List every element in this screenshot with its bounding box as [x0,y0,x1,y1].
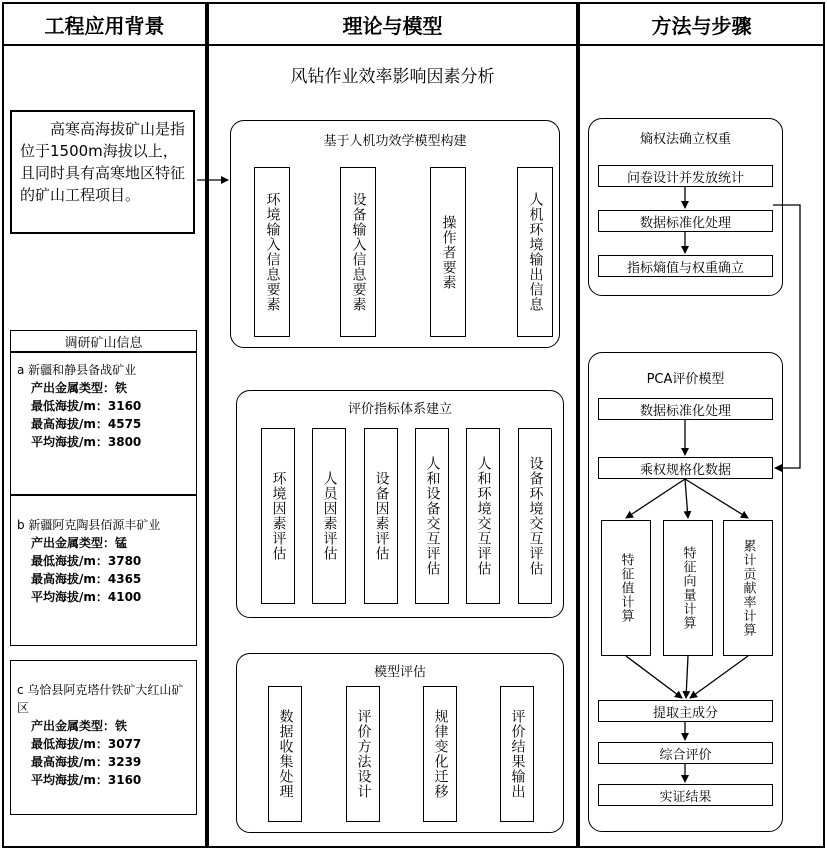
pca-step-extract: 提取主成分 [598,700,773,722]
pca-branch-contribution: 累计贡献率计算 [723,520,773,656]
mine-min-alt: 最低海拔/m：3780 [31,554,142,568]
mine-metal: 产出金属类型：铁 [31,381,128,395]
mine-max-alt: 最高海拔/m：4365 [31,572,142,586]
pca-step-weighted: 乘权规格化数据 [598,457,773,479]
middle-main-title: 风钻作业效率影响因素分析 [290,67,495,87]
mine-max-alt: 最高海拔/m：3239 [31,755,142,769]
pca-branch-eigenvalue: 特征值计算 [601,520,651,656]
indicator-title: 评价指标体系建立 [347,402,452,417]
mine-name: c 乌恰县阿克塔什铁矿大红山矿区 [17,683,184,715]
ergonomics-item: 人机环境输出信息 [517,167,553,337]
indicator-item: 人和环境交互评估 [466,428,500,604]
mine-metal: 产出金属类型：铁 [31,719,128,733]
pca-title: PCA评价模型 [646,372,725,387]
model-eval-item: 评价结果输出 [500,686,534,822]
indicator-item: 设备因素评估 [364,428,398,604]
entropy-title: 熵权法确立权重 [639,132,731,147]
indicator-item: 设备环境交互评估 [518,428,552,604]
mine-avg-alt: 平均海拔/m：3800 [31,435,142,449]
model-eval-item: 评价方法设计 [346,686,380,822]
entropy-step-weight: 指标熵值与权重确立 [598,255,773,277]
method-header: 方法与步骤 [578,2,825,46]
indicator-item: 人和设备交互评估 [415,428,449,604]
background-header: 工程应用背景 [2,2,207,46]
mine-min-alt: 最低海拔/m：3160 [31,399,142,413]
mine-name: a 新疆和静县备战矿业 [17,363,137,377]
pca-branch-eigenvector: 特征向量计算 [663,520,713,656]
ergonomics-item: 设备输入信息要素 [340,167,376,337]
intro-text: 高寒高海拔矿山是指位于1500m海拔以上，且同时具有高寒地区特征的矿山工程项目。 [20,120,186,204]
pca-step-result: 实证结果 [598,784,773,806]
model-eval-item: 规律变化迁移 [423,686,457,822]
mine-avg-alt: 平均海拔/m：3160 [31,773,142,787]
ergonomics-item: 环境输入信息要素 [254,167,290,337]
entropy-step-survey: 问卷设计并发放统计 [598,165,773,187]
model-eval-item: 数据收集处理 [268,686,302,822]
mine-min-alt: 最低海拔/m：3077 [31,737,142,751]
mine-name: b 新疆阿克陶县佰源丰矿业 [17,518,161,532]
ergonomics-item: 操作者要素 [430,167,466,337]
survey-title-text: 调研矿山信息 [64,335,143,351]
ergonomics-title: 基于人机功效学模型构建 [323,134,467,149]
pca-step-comprehensive: 综合评价 [598,742,773,764]
indicator-item: 人员因素评估 [312,428,346,604]
indicator-item: 环境因素评估 [261,428,295,604]
mine-metal: 产出金属类型：锰 [31,536,128,550]
entropy-step-normalize: 数据标准化处理 [598,210,773,232]
pca-step-normalize: 数据标准化处理 [598,398,773,420]
mine-avg-alt: 平均海拔/m：4100 [31,590,142,604]
model-eval-title: 模型评估 [373,665,426,680]
theory-header: 理论与模型 [207,2,578,46]
mine-max-alt: 最高海拔/m：4575 [31,417,142,431]
